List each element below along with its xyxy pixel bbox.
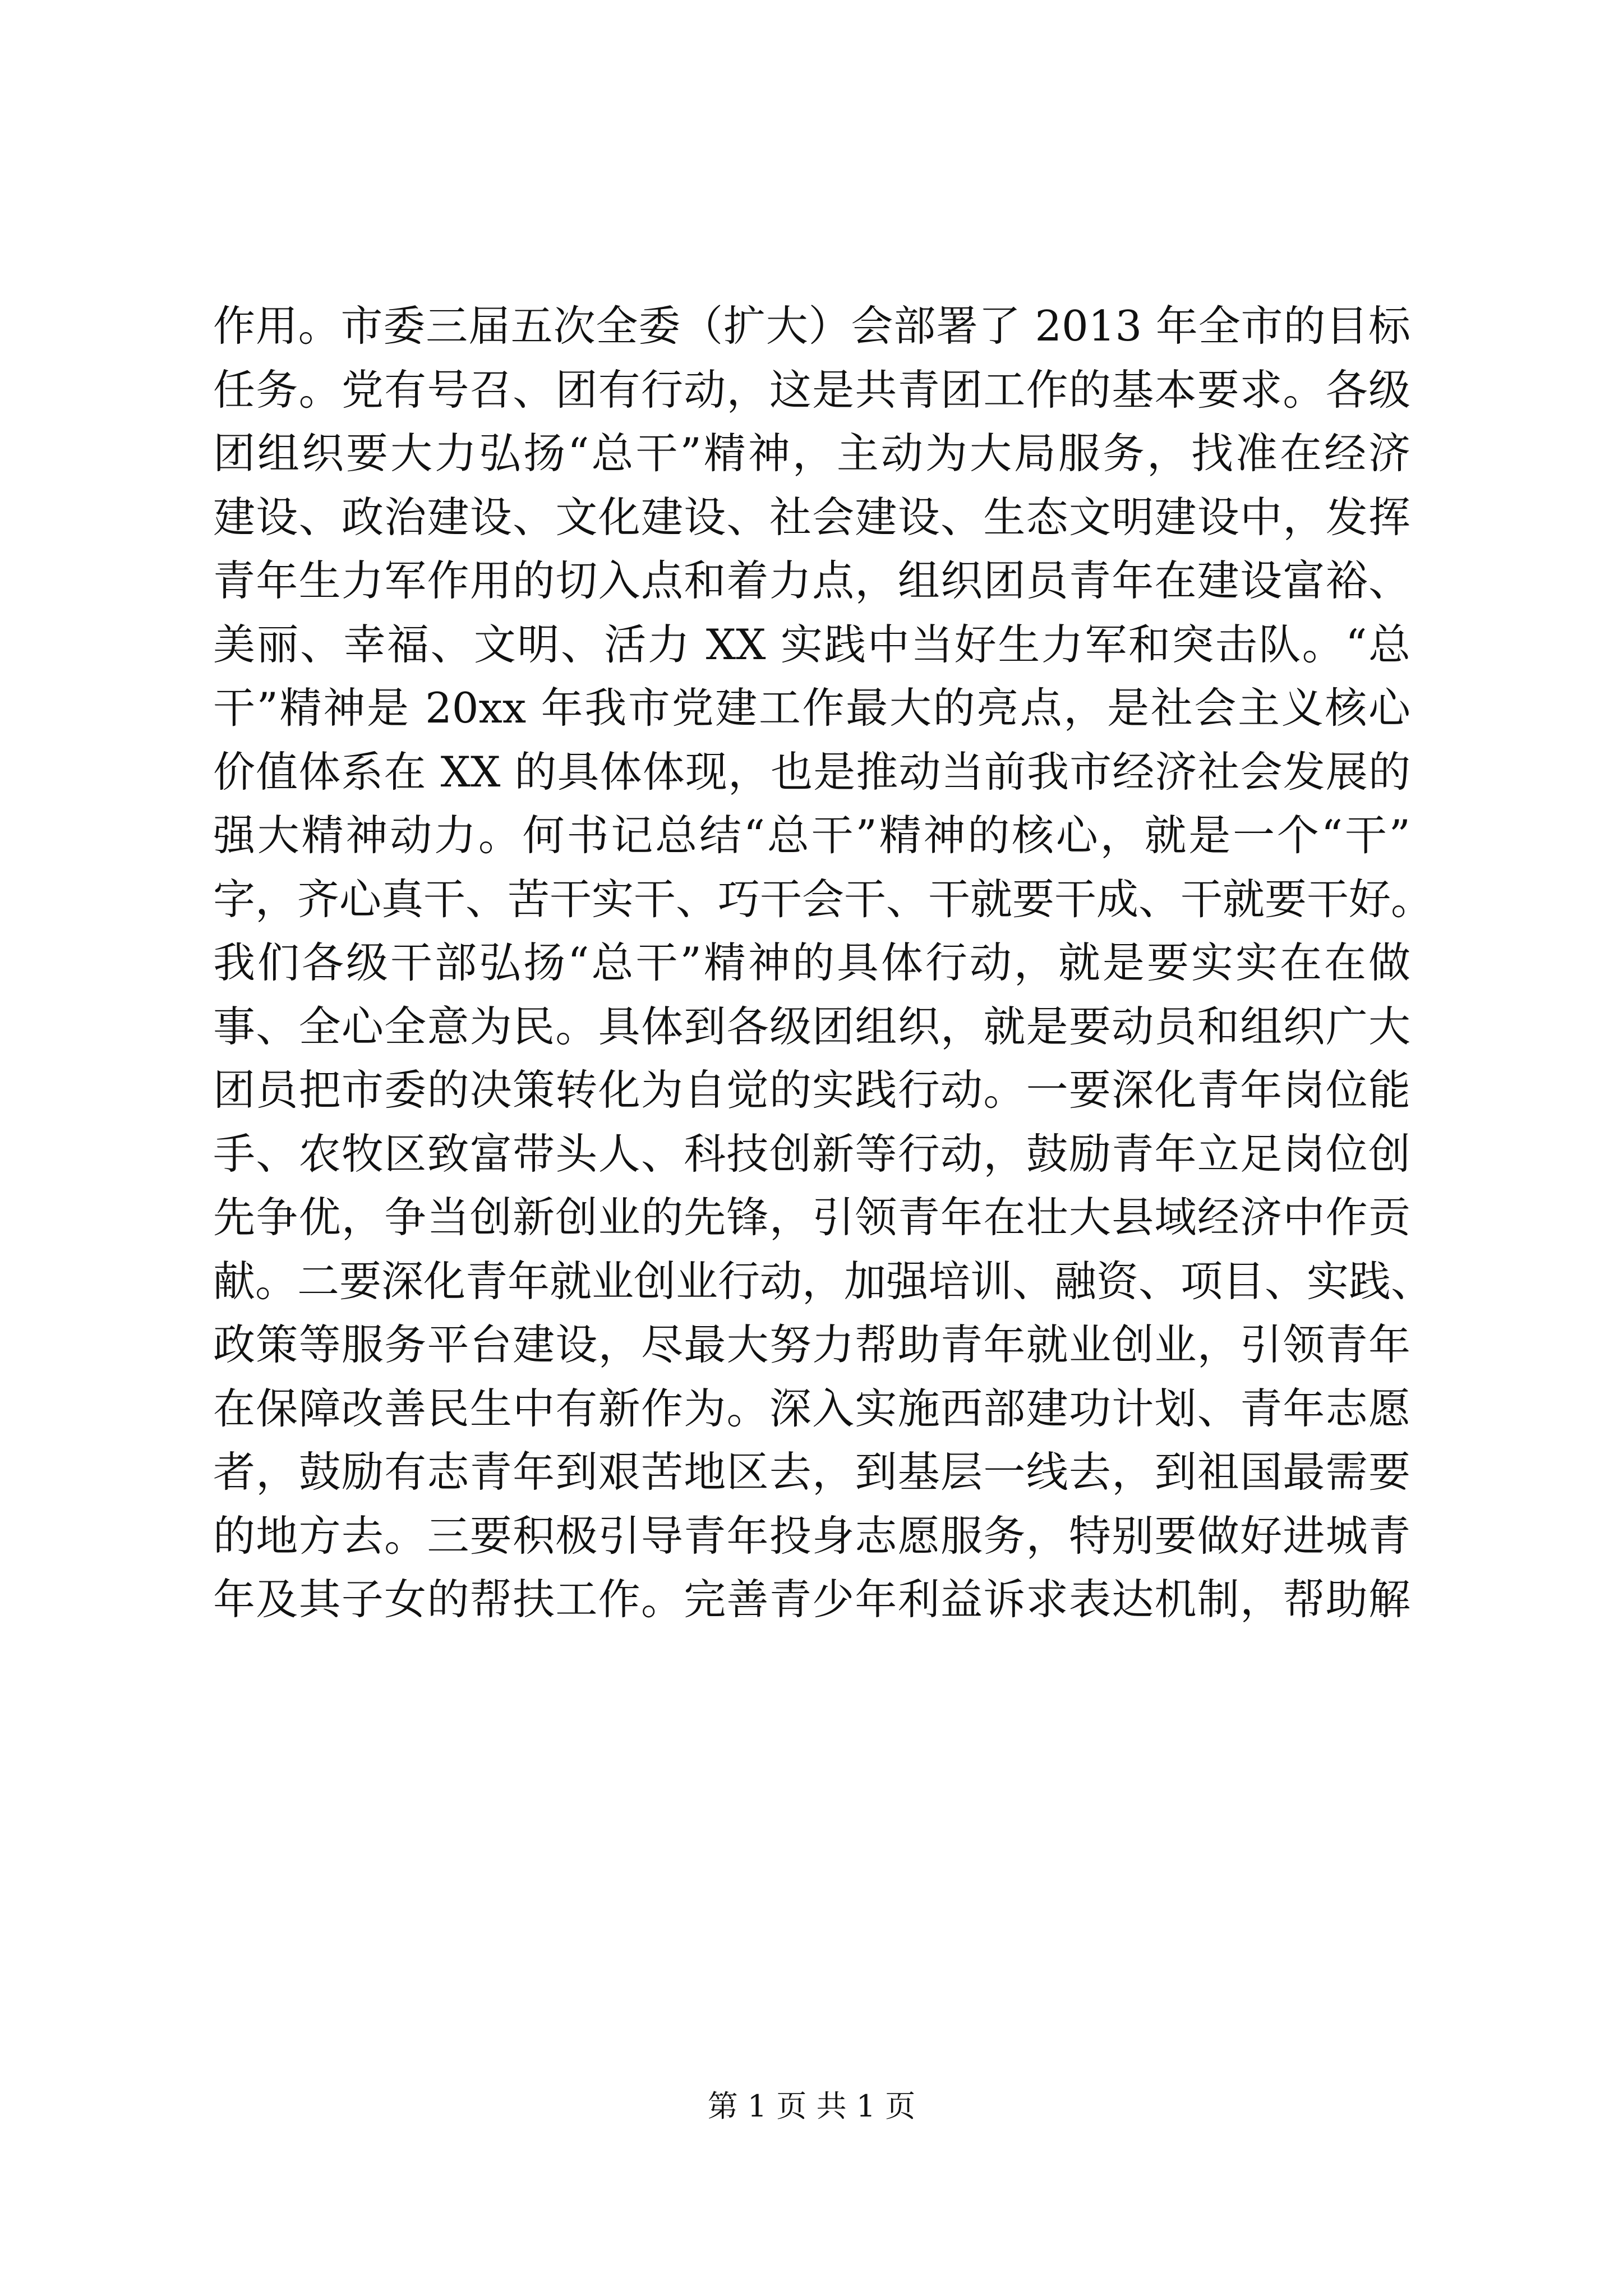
text-line: 者，鼓励有志青年到艰苦地区去，到基层一线去，到祖国最需要 — [213, 1447, 1410, 1497]
text-line: 字，齐心真干、苦干实干、巧干会干、干就要干成、干就要干好。 — [213, 874, 1433, 924]
text-line: 我们各级干部弘扬“总干”精神的具体行动，就是要实实在在做 — [213, 938, 1410, 987]
text-line: 强大精神动力。何书记总结“总干”精神的核心，就是一个“干” — [213, 811, 1410, 860]
text-line: 献。二要深化青年就业创业行动，加强培训、融资、项目、实践、 — [213, 1256, 1433, 1306]
text-line: 干”精神是 20xx 年我市党建工作最大的亮点，是社会主义核心 — [213, 683, 1410, 733]
text-line: 美丽、幸福、文明、活力 XX 实践中当好生力军和突击队。“总 — [213, 619, 1410, 669]
text-line: 手、农牧区致富带头人、科技创新等行动，鼓励青年立足岗位创 — [213, 1129, 1410, 1179]
text-line: 价值体系在 XX 的具体体现，也是推动当前我市经济社会发展的 — [213, 747, 1410, 797]
text-line: 建设、政治建设、文化建设、社会建设、生态文明建设中，发挥 — [213, 492, 1410, 542]
text-line: 作用。市委三届五次全委（扩大）会部署了 2013 年全市的目标 — [213, 301, 1410, 351]
page-footer: 第 1 页 共 1 页 — [707, 2088, 916, 2124]
text-line: 的地方去。三要积极引导青年投身志愿服务，特别要做好进城青 — [213, 1511, 1410, 1561]
text-line: 任务。党有号召、团有行动，这是共青团工作的基本要求。各级 — [213, 365, 1410, 415]
text-line: 团员把市委的决策转化为自觉的实践行动。一要深化青年岗位能 — [213, 1065, 1410, 1115]
text-line: 政策等服务平台建设，尽最大努力帮助青年就业创业，引领青年 — [213, 1320, 1410, 1369]
text-line: 青年生力军作用的切入点和着力点，组织团员青年在建设富裕、 — [213, 556, 1410, 605]
text-line: 事、全心全意为民。具体到各级团组织，就是要动员和组织广大 — [213, 1001, 1410, 1051]
text-line: 在保障改善民生中有新作为。深入实施西部建功计划、青年志愿 — [213, 1383, 1410, 1433]
body-paragraph — [213, 295, 1433, 1632]
text-line: 年及其子女的帮扶工作。完善青少年利益诉求表达机制，帮助解 — [213, 1575, 1410, 1624]
text-line: 团组织要大力弘扬“总干”精神，主动为大局服务，找准在经济 — [213, 429, 1410, 478]
text-line: 先争优，争当创新创业的先锋，引领青年在壮大县域经济中作贡 — [213, 1193, 1410, 1242]
